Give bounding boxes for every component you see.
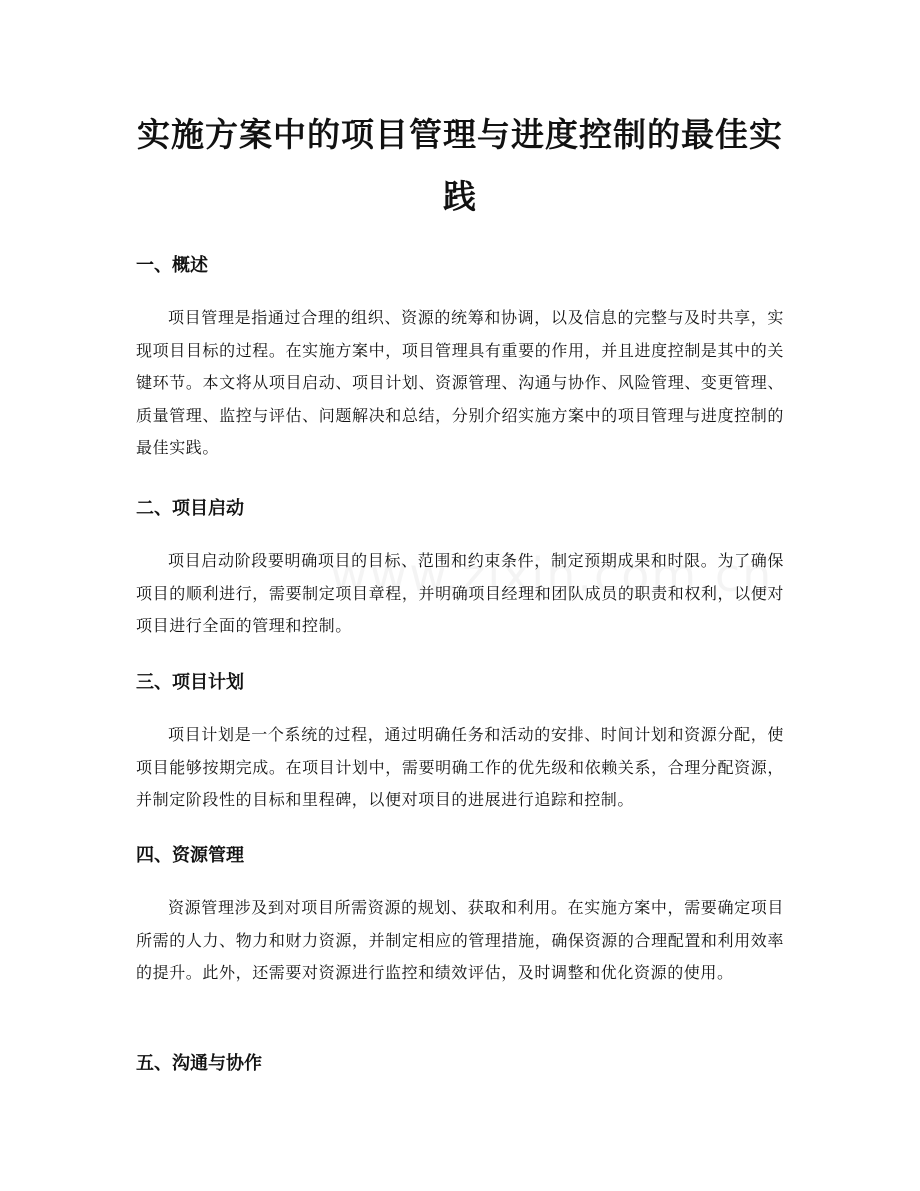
title-line-1: 实施方案中的项目管理与进度控制的最佳实 xyxy=(137,115,783,154)
section-paragraph-project-plan: 项目计划是一个系统的过程，通过明确任务和活动的安排、时间计划和资源分配，使项目能够按期完成。在项目计划中，需要明确工作的优先级和依赖关系，合理分配资源，并制定阶段性的目标和里程碑，以便对项目的进展进行追踪和控制。 xyxy=(136,725,784,810)
document-title xyxy=(120,104,800,228)
section-heading-project-initiation: 二、项目启动 xyxy=(136,498,244,519)
section-paragraph-overview: 项目管理是指通过合理的组织、资源的统筹和协调，以及信息的完整与及时共享，实现项目目标的过程。在实施方案中，项目管理具有重要的作用，并且进度控制是其中的关键环节。本文将从项目启动、项目计划、资源管理、沟通与协作、风险管理、变更管理、质量管理、监控与评估、问题解决和总结，分别介绍实施方案中的项目管理与进度控制的最佳实践。 xyxy=(136,308,784,458)
section-heading-resource-management: 四、资源管理 xyxy=(136,845,244,866)
title-line-2: 践 xyxy=(443,177,477,216)
section-heading-communication-collaboration: 五、沟通与协作 xyxy=(136,1053,262,1074)
section-heading-project-plan: 三、项目计划 xyxy=(136,672,244,693)
section-paragraph-resource-management: 资源管理涉及到对项目所需资源的规划、获取和利用。在实施方案中，需要确定项目所需的人力、物力和财力资源，并制定相应的管理措施，确保资源的合理配置和利用效率的提升。此外，还需要对资源进行监控和绩效评估，及时调整和优化资源的使用。 xyxy=(136,898,784,983)
section-heading-overview: 一、概述 xyxy=(136,255,208,276)
section-paragraph-project-initiation: 项目启动阶段要明确项目的目标、范围和约束条件，制定预期成果和时限。为了确保项目的顺利进行，需要制定项目章程，并明确项目经理和团队成员的职责和权利，以便对项目进行全面的管理和控制。 xyxy=(136,551,784,636)
